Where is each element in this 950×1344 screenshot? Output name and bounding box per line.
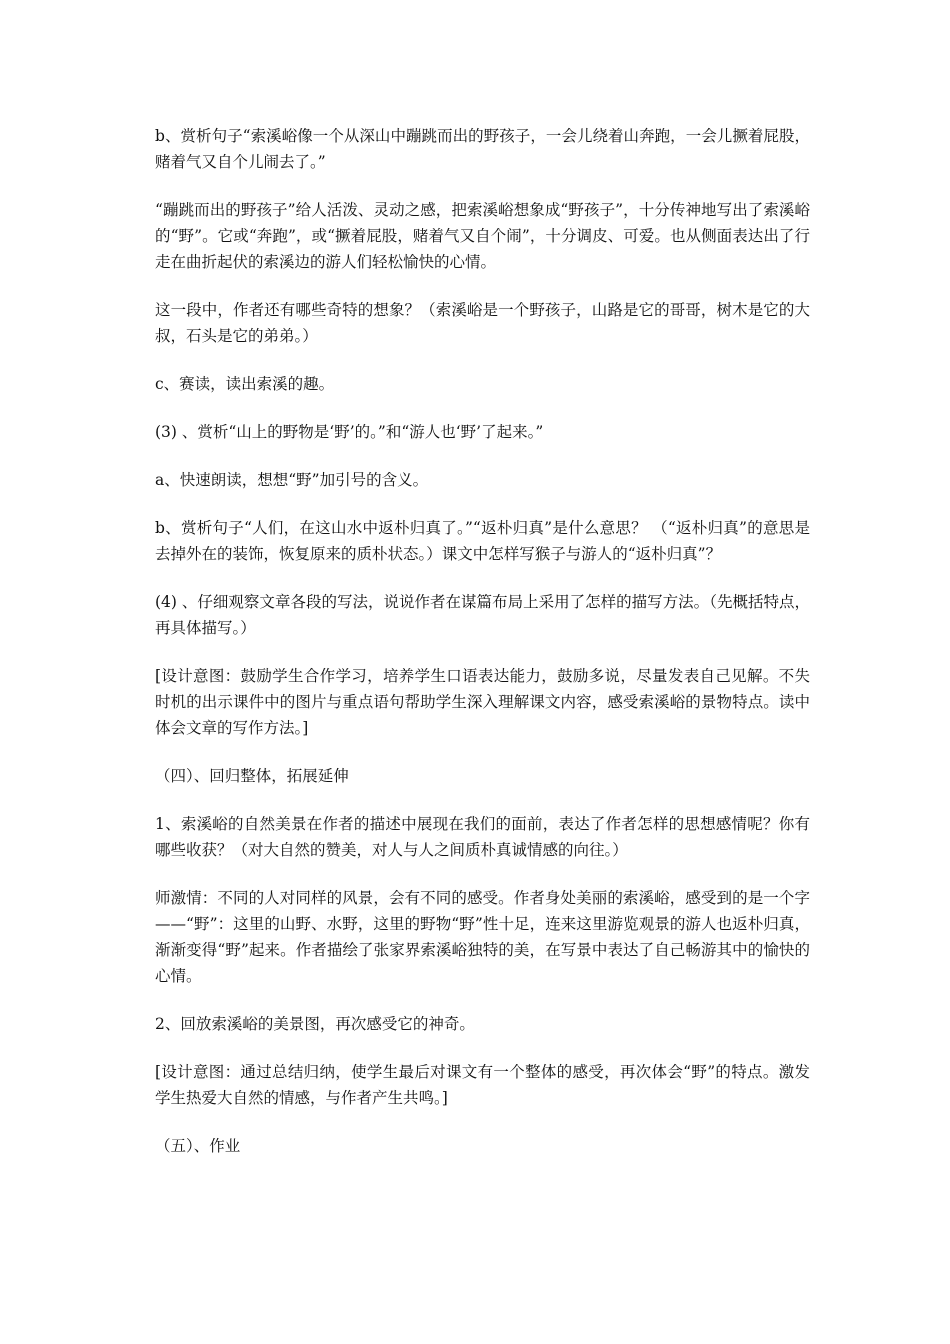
paragraph-return-to-simplicity: b、赏析句子“人们，在这山水中返朴归真了。”“返朴归真”是什么意思？ （“返朴归真”的意思是去掉外在的装饰，恢复原来的质朴状态。）课文中怎样写猴子与游人的“返朴归真”？ — [155, 519, 810, 563]
paragraph-quick-reading: a、快速朗读，想想“野”加引号的含义。 — [155, 471, 429, 489]
heading-part-4: （四）、回归整体，拓展延伸 — [155, 767, 349, 785]
heading-part-5-homework: （五）、作业 — [155, 1137, 241, 1155]
paragraph-section-3: (3) 、赏析“山上的野物是‘野’的。”和“游人也‘野’了起来。” — [155, 423, 544, 441]
paragraph-section-4: (4) 、仔细观察文章各段的写法，说说作者在谋篇布局上采用了怎样的描写方法。（先概括特点，再具体描写。） — [155, 593, 810, 637]
paragraph-reading-contest: c、赛读，读出索溪的趣。 — [155, 375, 335, 393]
paragraph-design-intent-2: [设计意图：通过总结归纳，使学生最后对课文有一个整体的感受，再次体会“野”的特点。激发学生热爱大自然的情感，与作者产生共鸣。] — [155, 1063, 810, 1107]
document-page — [155, 123, 810, 1181]
paragraph-teacher-remarks: 师激情：不同的人对同样的风景，会有不同的感受。作者身处美丽的索溪峪，感受到的是一个字——“野”：这里的山野、水野，这里的野物“野”性十足，连来这里游览观景的游人也返朴归真，渐渐变得“野”起来。作者描绘了张家界索溪峪独特的美，在写景中表达了自己畅游其中的愉快的心情。 — [155, 889, 810, 985]
paragraph-imagination-question: 这一段中，作者还有哪些奇特的想象？（索溪峪是一个野孩子，山路是它的哥哥，树木是它的大叔，石头是它的弟弟。） — [155, 301, 810, 345]
paragraph-replay-images: 2、回放索溪峪的美景图，再次感受它的神奇。 — [155, 1015, 475, 1033]
paragraph-thoughts-feelings: 1、索溪峪的自然美景在作者的描述中展现在我们的面前，表达了作者怎样的思想感情呢？你有哪些收获？（对大自然的赞美，对人与人之间质朴真诚情感的向往。） — [155, 815, 810, 859]
paragraph-appreciate-sentence-b: b、赏析句子“索溪峪像一个从深山中蹦跳而出的野孩子，一会儿绕着山奔跑，一会儿撅着屁股，赌着气又自个儿闹去了。” — [155, 127, 810, 171]
paragraph-design-intent-1: [设计意图：鼓励学生合作学习，培养学生口语表达能力，鼓励多说，尽量发表自己见解。不失时机的出示课件中的图片与重点语句帮助学生深入理解课文内容，感受索溪峪的景物特点。读中体会文章的写作方法。] — [155, 667, 810, 737]
paragraph-wild-child-analysis: “蹦跳而出的野孩子”给人活泼、灵动之感，把索溪峪想象成“野孩子”，十分传神地写出了索溪峪的“野”。它或“奔跑”，或“撅着屁股，赌着气又自个闹”，十分调皮、可爱。也从侧面表达出了行走在曲折起伏的索溪边的游人们轻松愉快的心情。 — [155, 201, 810, 271]
